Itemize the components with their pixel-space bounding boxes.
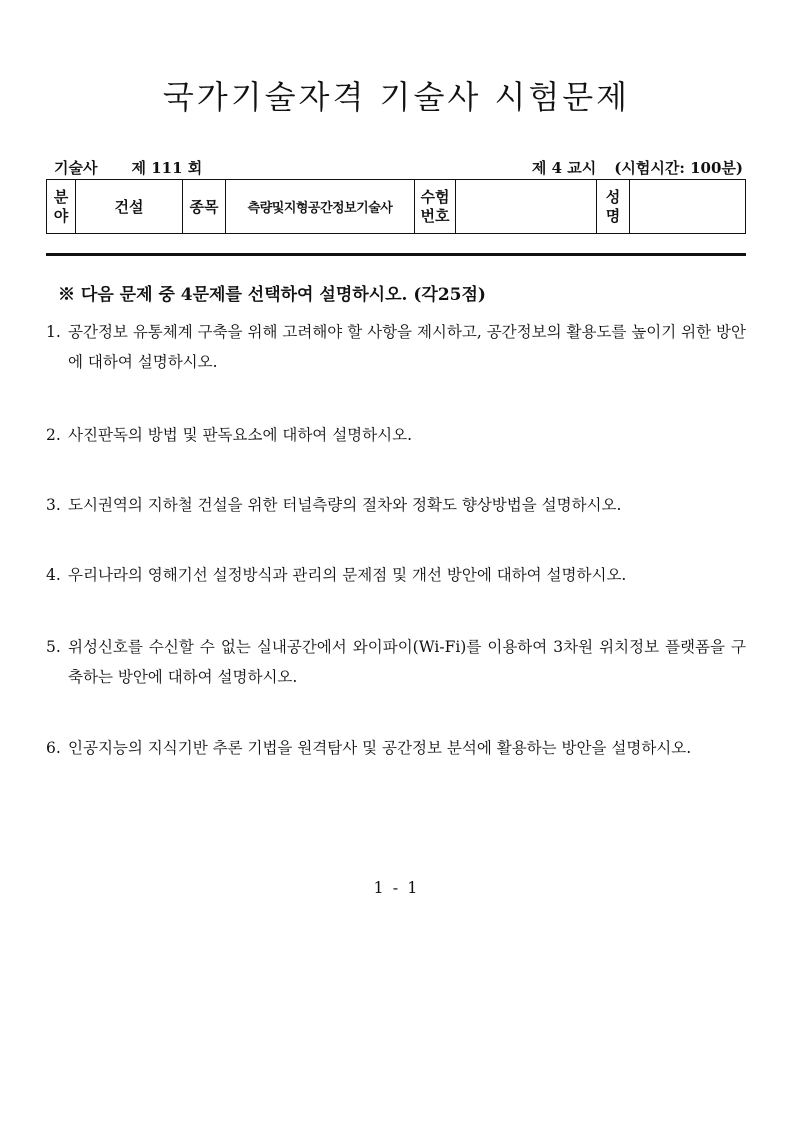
name-field[interactable]: [630, 180, 746, 234]
question-text: 사진판독의 방법 및 판독요소에 대하여 설명하시오.: [68, 426, 412, 444]
question-item: [46, 420, 746, 450]
header-divider: [46, 253, 746, 256]
name-label: 성 명: [597, 180, 630, 234]
question-item: [46, 560, 746, 590]
page-number: 1 - 1: [373, 878, 420, 897]
question-number: 1.: [46, 323, 61, 341]
question-number: 3.: [46, 496, 61, 514]
exam-number-field[interactable]: [456, 180, 597, 234]
question-text: 우리나라의 영해기선 설정방식과 관리의 문제점 및 개선 방안에 대하여 설명하시오.: [68, 566, 627, 584]
question-item: [46, 490, 746, 520]
question-text: 도시권역의 지하철 건설을 위한 터널측량의 절차와 정확도 향상방법을 설명하시오.: [68, 496, 622, 514]
question-item: [46, 317, 746, 377]
question-text: 위성신호를 수신할 수 없는 실내공간에서 와이파이(Wi-Fi)를 이용하여 3차원 위치정보 플랫폼을 구축하는 방안에 대하여 설명하시오.: [68, 638, 746, 686]
exam-time: (시험시간: 100분): [614, 159, 743, 177]
field-value: 건설: [76, 180, 183, 234]
question-item: [46, 733, 746, 763]
exam-info-table: [46, 179, 746, 234]
exam-header-right: [532, 157, 743, 178]
question-number: 6.: [46, 739, 61, 757]
exam-header-left: [54, 157, 202, 178]
exam-round: 제 111 회: [131, 159, 203, 177]
question-text: 인공지능의 지식기반 추론 기법을 원격탐사 및 공간정보 분석에 활용하는 방안을 설명하시오.: [68, 739, 692, 757]
exam-category: 기술사: [54, 159, 98, 177]
item-label: 종목: [183, 180, 226, 234]
question-number: 2.: [46, 426, 61, 444]
question-item: [46, 632, 746, 692]
exam-session: 제 4 교시: [531, 159, 597, 177]
question-number: 4.: [46, 566, 61, 584]
field-label: 분 야: [47, 180, 76, 234]
instruction-text: ※ 다음 문제 중 4문제를 선택하여 설명하시오. (각25점): [58, 285, 486, 305]
question-text: 공간정보 유통체계 구축을 위해 고려해야 할 사항을 제시하고, 공간정보의 활용도를 높이기 위한 방안에 대하여 설명하시오.: [68, 323, 746, 371]
document-title: 국가기술자격 기술사 시험문제: [162, 78, 631, 116]
question-number: 5.: [46, 638, 61, 656]
item-value: 측량및지형공간정보기술사: [226, 180, 415, 234]
exam-number-label: 수험 번호: [415, 180, 456, 234]
